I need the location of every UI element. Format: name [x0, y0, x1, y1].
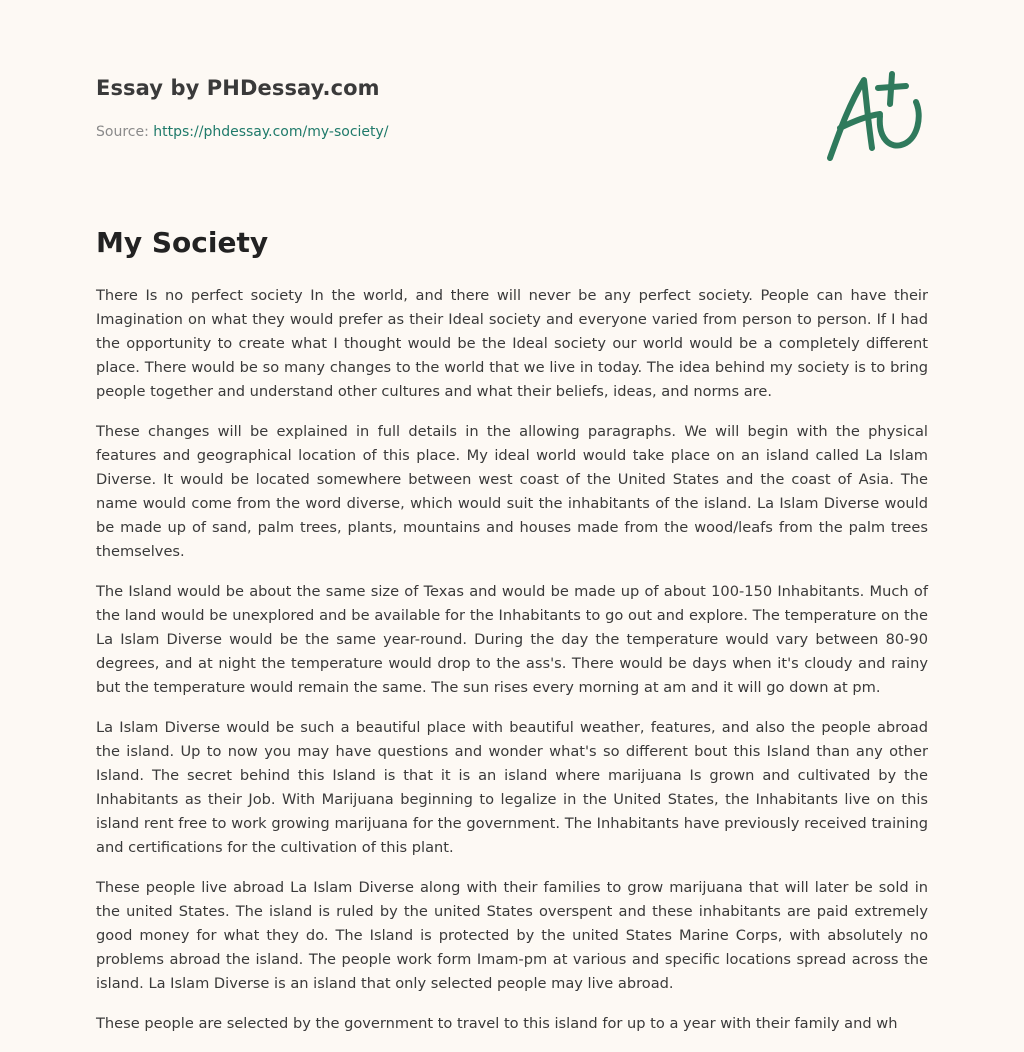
essay-paragraph: These people live abroad La Islam Diverse along with their families to grow marijuana that will later be sold in the united States. The island is ruled by the united States overspent and these inhabitants are paid extremely good money for what they do. The Island is protected by the united States Marine Corps, with absolutely no problems abroad the island. The people work form Imam-pm at various and specific locations spread across the island. La Islam Diverse is an island that only selected people may live abroad. [96, 879, 928, 992]
essay-paragraph: These people are selected by the government to travel to this island for up to a year with their family and wh [96, 1015, 898, 1032]
site-brand: Essay by PHDessay.com [96, 76, 380, 100]
source-line [96, 124, 389, 140]
essay-paragraph: La Islam Diverse would be such a beautiful place with beautiful weather, features, and also the people abroad the island. Up to now you may have questions and wonder what's so different bout this Island than any other Island. The secret behind this Island is that it is an island where marijuana Is grown and cultivated by the Inhabitants as their Job. With Marijuana beginning to legalize in the United States, the Inhabitants live on this island rent free to work growing marijuana for the government. The Inhabitants have previously received training and certifications for the cultivation of this plant. [96, 719, 928, 856]
essay-paragraph: These changes will be explained in full details in the allowing paragraphs. We will begin with the physical features and geographical location of this place. My ideal world would take place on an island called La Islam Diverse. It would be located somewhere between west coast of the United States and the coast of Asia. The name would come from the word diverse, which would suit the inhabitants of the island. La Islam Diverse would be made up of sand, palm trees, plants, mountains and houses made from the wood/leafs from the palm trees themselves. [96, 423, 928, 560]
a-plus-grade-icon [820, 66, 930, 166]
source-link[interactable]: https://phdessay.com/my-society/ [153, 124, 389, 140]
essay-title: My Society [96, 226, 269, 259]
essay-body [96, 284, 928, 1052]
essay-paragraph: There Is no perfect society In the world, and there will never be any perfect society. People can have their Imagination on what they would prefer as their Ideal society and everyone varied from person to person. If I had the opportunity to create what I thought would be the Ideal society our world would be a completely different place. There would be so many changes to the world that we live in today. The idea behind my society is to bring people together and understand other cultures and what their beliefs, ideas, and norms are. [96, 287, 928, 400]
source-label: Source: [96, 124, 149, 140]
essay-paragraph: The Island would be about the same size of Texas and would be made up of about 100-150 Inhabitants. Much of the land would be unexplored and be available for the Inhabitants to go out and explore. The temperature on the La Islam Diverse would be the same year-round. During the day the temperature would vary between 80-90 degrees, and at night the temperature would drop to the ass's. There would be days when it's cloudy and rainy but the temperature would remain the same. The sun rises every morning at am and it will go down at pm. [96, 583, 928, 696]
